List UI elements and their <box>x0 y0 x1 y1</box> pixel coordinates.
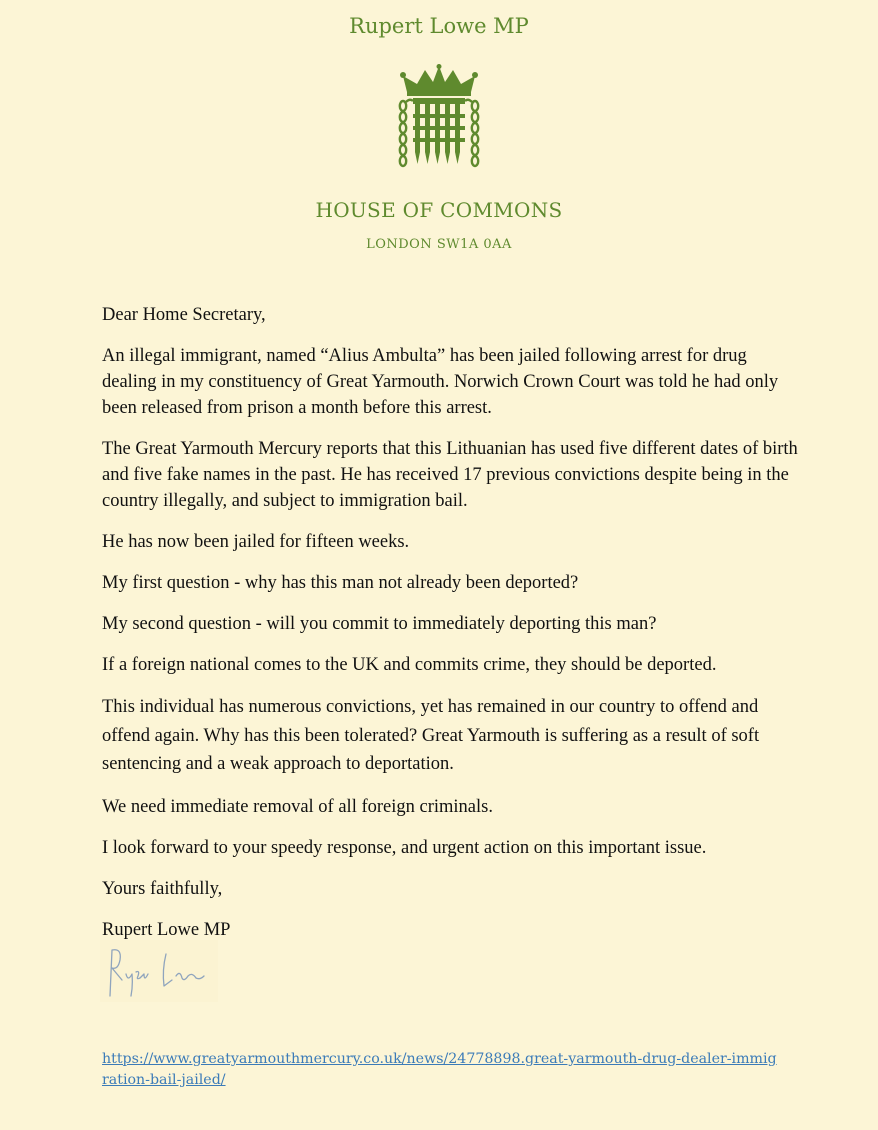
paragraph-numerous-convictions: This individual has numerous convictions, yet has remained in our country to offend and offend again. Why has this been tolerated? Great Yarmouth is suffering as a result of soft sentencing and a weak approach to deportation. <box>102 697 760 774</box>
signature-image <box>100 940 218 1002</box>
closing: Yours faithfully, <box>102 878 223 899</box>
portcullis-icon <box>393 64 485 172</box>
paragraph-removal: We need immediate removal of all foreign criminals. <box>102 796 493 817</box>
paragraph-first-question: My first question - why has this man not already been deported? <box>102 573 579 593</box>
paragraph-look-forward: I look forward to your speedy response, and urgent action on this important issue. <box>102 837 707 858</box>
mp-name-heading: Rupert Lowe MP <box>349 14 529 38</box>
source-link[interactable]: https://www.greatyarmouthmercury.co.uk/news/24778898.great-yarmouth-drug-dealer-immigration-bail-jailed/ <box>102 1051 777 1088</box>
paragraph-sentence: He has now been jailed for fifteen weeks. <box>102 532 410 552</box>
paragraph-intro: An illegal immigrant, named “Alius Ambulta” has been jailed following arrest for drug dealing in my constituency of Great Yarmouth. Norwich Crown Court was told he had only been released from prison a month before this arrest. <box>102 346 779 418</box>
letter-body <box>102 302 802 958</box>
salutation: Dear Home Secretary, <box>102 305 266 325</box>
paragraph-foreign-national: If a foreign national comes to the UK and commits crime, they should be deported. <box>102 655 717 675</box>
paragraph-second-question: My second question - will you commit to immediately deporting this man? <box>102 614 657 634</box>
address-line: LONDON SW1A 0AA <box>366 237 512 252</box>
signatory-name: Rupert Lowe MP <box>102 919 231 940</box>
house-of-commons-heading: HOUSE OF COMMONS <box>315 198 563 222</box>
paragraph-mercury-report: The Great Yarmouth Mercury reports that this Lithuanian has used five different dates of birth and five fake names in the past. He has received 17 previous convictions despite being in the country illegally, and subject to immigration bail. <box>102 439 798 511</box>
